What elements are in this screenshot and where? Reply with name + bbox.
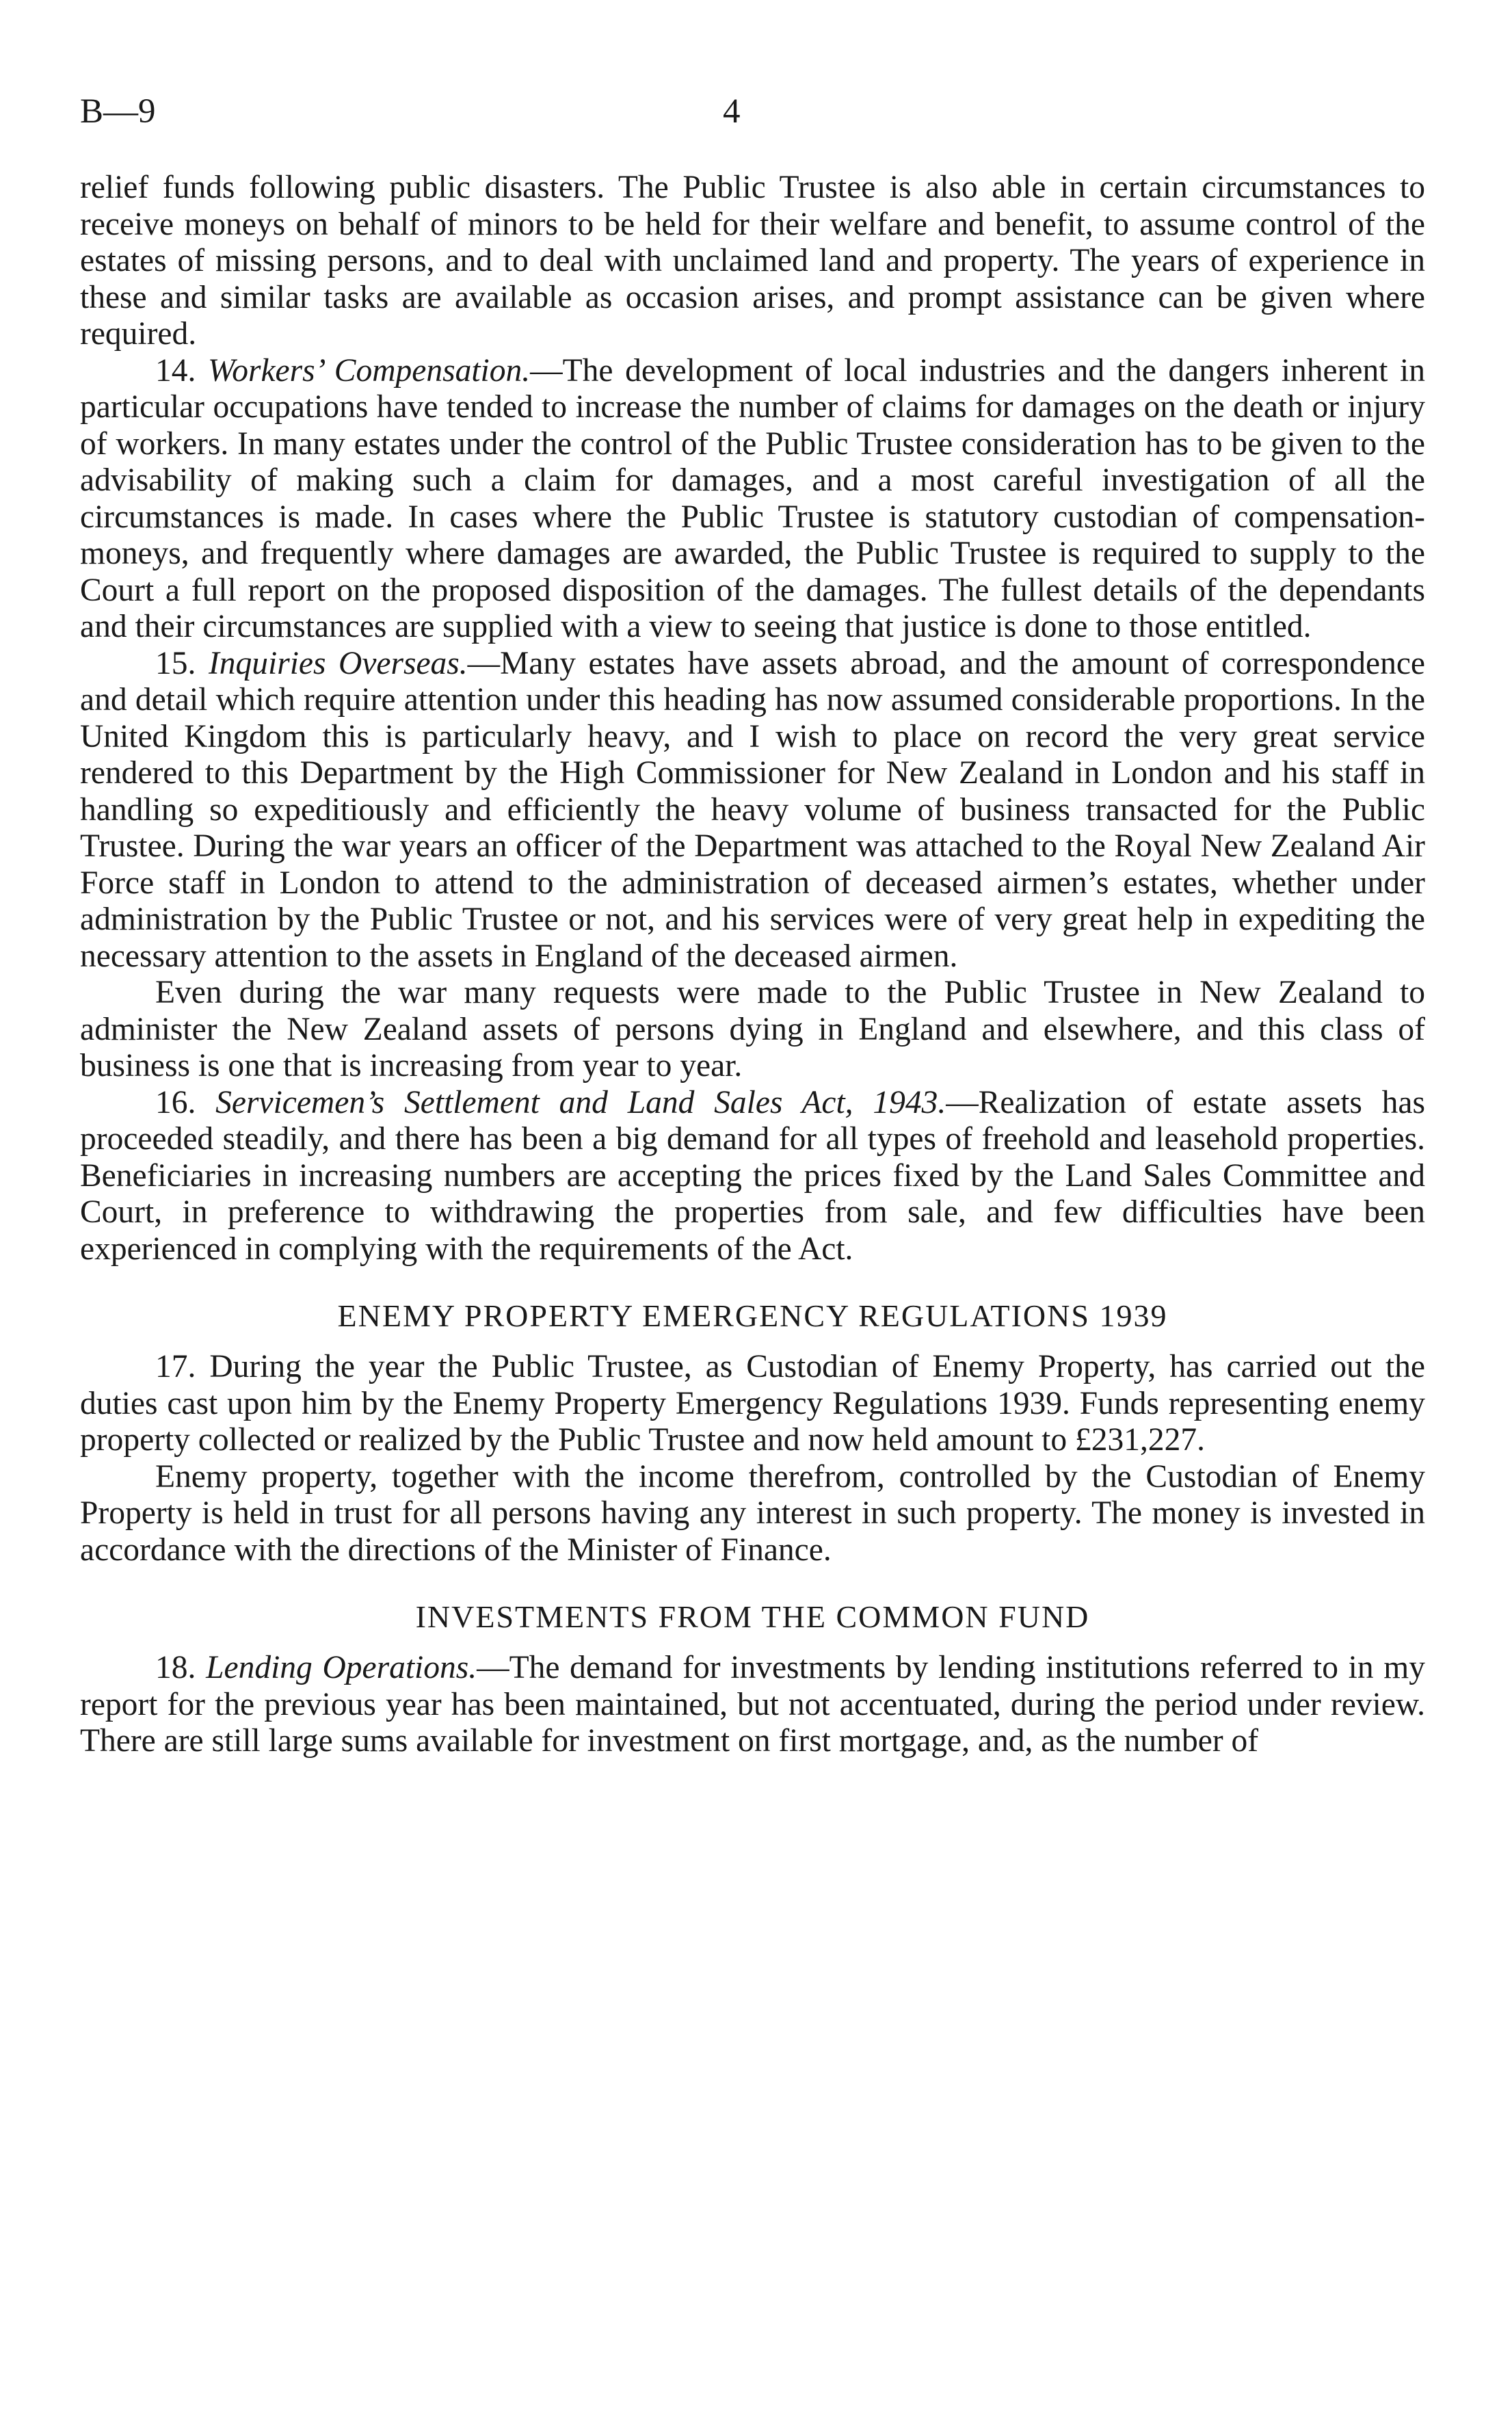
paragraph-number: 18. [155,1650,196,1685]
paragraph-war-requests [80,975,1425,1085]
paragraph-16 [80,1085,1425,1268]
paragraph-15 [80,646,1425,975]
paragraph-title: Workers’ Compensation. [208,352,531,389]
section-heading-investments: INVESTMENTS FROM THE COMMON FUND [415,1599,1090,1634]
paragraph-title: Servicemen’s Settlement and Land Sales Act, 1943. [215,1084,946,1120]
paragraph-title: Lending Operations. [206,1650,477,1685]
paragraph-enemy-property-trust [80,1459,1425,1569]
section-heading-enemy-property: ENEMY PROPERTY EMERGENCY REGULATIONS 1939 [337,1298,1168,1333]
paragraph-17 [80,1349,1425,1459]
paragraph-number: 15. [155,645,196,681]
paragraph-text: —Realization of estate assets has proceeded steadily, and there has been a big demand for all types of freehold and leasehold properties. Beneficiaries in increasing numbers are accepting the prices fixed by the Land Sales Committee and Court, in preference to withdrawing the properties from sale, and few difficulties have been experienced in complying with the requirements of the Act. [80,1084,1425,1267]
document-reference: B—9 [80,92,156,131]
paragraph-text: —Many estates have assets abroad, and the amount of correspondence and detail which require attention under this heading has now assumed considerable proportions. In the United Kingdom this is particularly heavy, and I wish to place on record the very great service rendered to this Department by the High Commissioner for New Zealand in London and his staff in handling so expeditiously and efficiently the heavy volume of business transacted for the Public Trustee. During the war years an officer of the Department was attached to the Royal New Zealand Air Force staff in London to attend to the administration of deceased airmen’s estates, whether under administration by the Public Trustee or not, and his services were of very great help in expediting the necessary attention to the assets in England of the deceased airmen. [80,645,1425,974]
paragraph-text: Even during the war many requests were made to the Public Trustee in New Zealand to administer the New Zealand assets of persons dying in England and elsewhere, and this class of business is one that is increasing from year to year. [80,975,1425,1083]
paragraph-18 [80,1650,1425,1760]
paragraph-number: 16. [155,1084,196,1120]
paragraph-text: During the year the Public Trustee, as Custodian of Enemy Property, has carried out the duties cast upon him by the Enemy Property Emergency Regulations 1939. Funds representing enemy property collected or realized by the Public Trustee and now held amount to £231,227. [80,1349,1425,1458]
paragraph-14 [80,353,1425,646]
paragraph-relief-continued [80,170,1425,353]
paragraph-title: Inquiries Overseas. [208,645,468,681]
running-header [80,88,1425,135]
paragraph-text: relief funds following public disasters. The Public Trustee is also able in certain circumstances to receive moneys on behalf of minors to be held for their welfare and benefit, to assume control of the estates of missing persons, and to deal with unclaimed land and property. The years of experience in these and similar tasks are available as occasion arises, and prompt assistance can be given where required. [80,170,1425,352]
paragraph-number: 17. [155,1349,196,1384]
paragraph-text: Enemy property, together with the income therefrom, controlled by the Custodian of Enemy Property is held in trust for all persons having any interest in such property. The money is invested in accordance with the directions of the Minister of Finance. [80,1458,1425,1568]
paragraph-text: —The demand for investments by lending institutions referred to in my report for the previous year has been maintained, but not accentuated, during the period under review. There are still large sums available for investment on first mortgage, and, as the number of [80,1650,1426,1759]
paragraph-text: —The development of local industries and the dangers inherent in particular occupations have tended to increase the number of claims for damages on the death or injury of workers. In many estates under the control of the Public Trustee consideration has to be given to the advisability of making such a claim for damages, and a most careful investigation of all the circumstances is made. In cases where the Public Trustee is statutory custodian of compensation-moneys, and frequently where damages are awarded, the Public Trustee is required to supply to the Court a full report on the proposed disposition of the damages. The fullest details of the dependants and their circumstances are supplied with a view to seeing that justice is done to those entitled. [80,352,1425,644]
paragraph-number: 14. [155,352,196,389]
body-text [80,170,1425,1760]
page-number: 4 [723,92,741,131]
